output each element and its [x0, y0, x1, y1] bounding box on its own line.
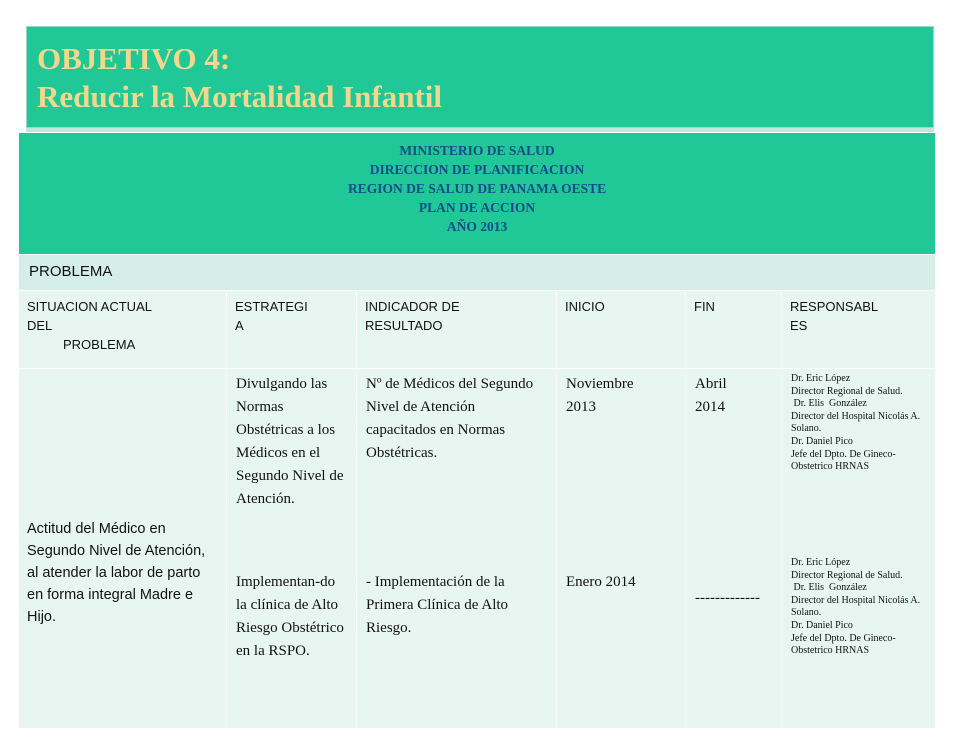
inicio-a: Noviembre 2013	[566, 376, 634, 415]
col-header-indicador	[357, 291, 557, 369]
fin-cell	[686, 369, 782, 729]
ministry-header	[19, 133, 936, 255]
resp-a-role3: Jefe del Dpto. De Gineco-Obstetrico HRNAS	[791, 448, 896, 473]
inicio-cell	[557, 369, 686, 729]
situacion-text: Actitud del Médico en Segundo Nivel de Atención, al atender la labor de parto en forma integral Madre e Hijo.	[27, 520, 206, 625]
indicador-clinica: - Implementación de la Primera Clínica de Alto Riesgo.	[366, 574, 509, 636]
col-situacion-line3: PROBLEMA	[63, 337, 136, 352]
resp-a-name1: Dr. Eric López	[791, 373, 851, 384]
problem-row	[19, 255, 936, 291]
col-header-fin: FIN	[686, 291, 782, 369]
resp-b-role3: Jefe del Dpto. De Gineco-Obstetrico HRNAS	[791, 632, 896, 657]
indicador-cell	[357, 369, 557, 729]
resp-a-name2: Dr. Elis González	[791, 398, 867, 410]
objective-number: OBJETIVO 4:	[37, 41, 231, 76]
col-estrategia-line1: ESTRATEGI	[235, 299, 308, 314]
fin-b: -------------	[695, 590, 760, 606]
header-direction: DIRECCION DE PLANIFICACION	[369, 162, 585, 177]
responsables-cell	[782, 369, 936, 729]
resp-b-role2: Director del Hospital Nicolás A. Solano.	[791, 594, 921, 619]
responsables-b	[791, 557, 927, 658]
responsables-a	[791, 373, 927, 557]
col-indicador-line1: INDICADOR DE	[365, 299, 460, 314]
col-responsables-line1: RESPONSABL	[790, 299, 879, 314]
column-header-row	[19, 291, 936, 369]
estrategia-cell	[227, 369, 357, 729]
header-row	[19, 133, 936, 255]
resp-a-role1: Director Regional de Salud.	[791, 385, 903, 397]
col-header-situacion	[19, 291, 227, 369]
col-header-inicio: INICIO	[557, 291, 686, 369]
col-responsables-line2: ES	[790, 318, 808, 333]
estrategia-implementacion: Implementan-do la clínica de Alto Riesgo Obstétrico en la RSPO.	[236, 574, 344, 659]
problem-label: PROBLEMA	[19, 255, 936, 291]
col-situacion-line1: SITUACION ACTUAL	[27, 299, 152, 314]
col-estrategia-line2: A	[235, 318, 244, 333]
header-region: REGION DE SALUD DE PANAMA OESTE	[347, 181, 607, 196]
action-plan-table	[18, 132, 936, 729]
col-indicador-line2: RESULTADO	[365, 318, 443, 333]
objective-title: Reducir la Mortalidad Infantil	[37, 79, 443, 114]
table-row	[19, 369, 936, 729]
header-plan: PLAN DE ACCION	[418, 200, 536, 215]
resp-b-name3: Dr. Daniel Pico	[791, 619, 853, 631]
resp-b-name1: Dr. Eric López	[791, 557, 851, 568]
header-year: AÑO 2013	[446, 219, 508, 234]
inicio-b: Enero 2014	[566, 574, 636, 590]
resp-a-role2: Director del Hospital Nicolás A. Solano.	[791, 410, 921, 435]
estrategia-divulgacion: Divulgando las Normas Obstétricas a los Médicos en el Segundo Nivel de Atención.	[236, 376, 344, 507]
resp-b-role1: Director Regional de Salud.	[791, 569, 903, 581]
header-ministry: MINISTERIO DE SALUD	[399, 143, 555, 158]
resp-a-name3: Dr. Daniel Pico	[791, 435, 853, 447]
situacion-cell	[19, 369, 227, 729]
fin-a: Abril 2014	[695, 376, 727, 415]
col-header-estrategia	[227, 291, 357, 369]
resp-b-name2: Dr. Elis González	[791, 582, 867, 594]
title-banner	[26, 26, 934, 128]
col-header-responsables	[782, 291, 936, 369]
indicador-capacitados: Nº de Médicos del Segundo Nivel de Atención capacitados en Normas Obstétricas.	[366, 376, 534, 461]
col-situacion-line2: DEL	[27, 318, 53, 333]
